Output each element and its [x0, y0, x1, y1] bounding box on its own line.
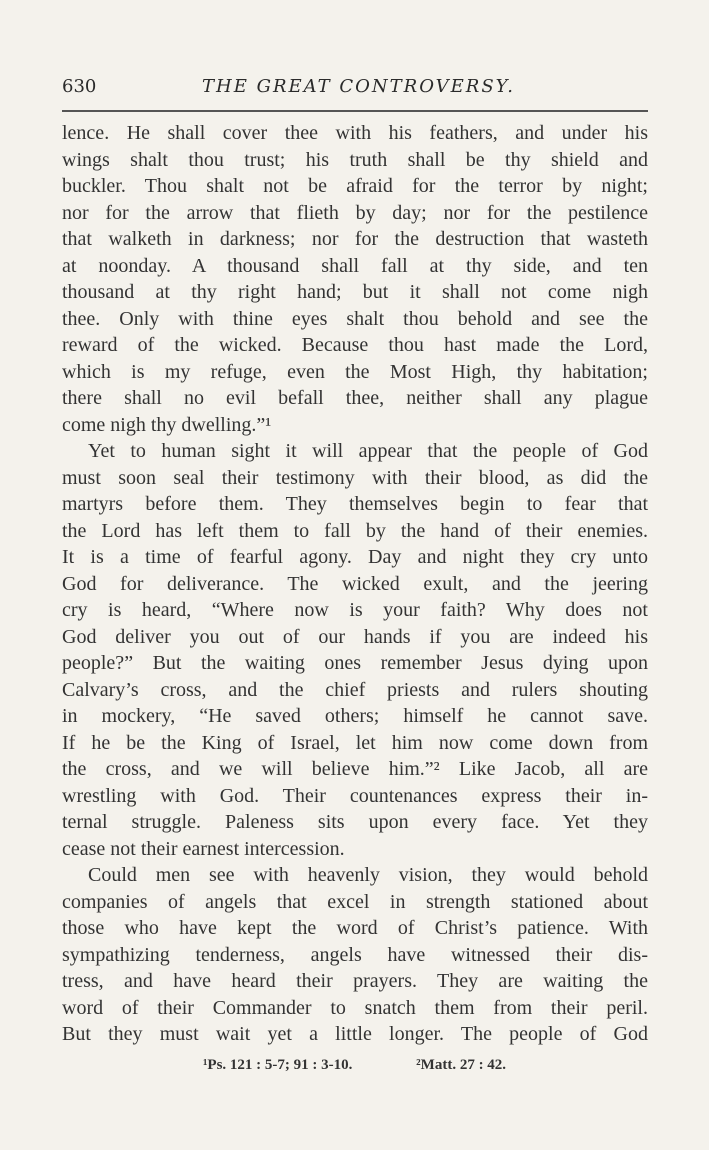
text-line: Calvary’s cross, and the chief priests and rulers shouting — [62, 678, 648, 701]
text-line: which is my refuge, even the Most High, thy habitation; — [62, 360, 648, 383]
running-title: THE GREAT CONTROVERSY. — [202, 76, 515, 97]
text-line: Yet to human sight it will appear that the people of God — [88, 440, 648, 462]
text-line: reward of the wicked. Because thou hast made the Lord, — [62, 334, 648, 356]
page-header — [62, 76, 648, 106]
text-line: must soon seal their testimony with their blood, as did the — [62, 466, 648, 489]
text-line: the cross, and we will believe him.”² Like Jacob, all are — [62, 758, 648, 780]
text-line: ternal struggle. Paleness sits upon every face. Yet they — [62, 811, 648, 833]
text-line: that walketh in darkness; nor for the destruction that wasteth — [62, 228, 648, 250]
text-line: thee. Only with thine eyes shalt thou behold and see the — [62, 307, 648, 330]
text-line: people?” But the waiting ones remember Jesus dying upon — [62, 652, 648, 674]
text-line: lence. He shall cover thee with his feathers, and under his — [62, 122, 648, 144]
text-line: nor for the arrow that flieth by day; nor for the pestilence — [62, 201, 648, 224]
text-line: companies of angels that excel in strength stationed about — [62, 890, 648, 913]
text-line: wings shalt thou trust; his truth shall be thy shield and — [62, 148, 648, 171]
text-line: cry is heard, “Where now is your faith? Why does not — [62, 599, 648, 621]
footnote-2: ²Matt. 27 : 42. — [416, 1057, 507, 1073]
text-line: there shall no evil befall thee, neither shall any plague — [62, 387, 648, 409]
text-line: If he be the King of Israel, let him now come down from — [62, 731, 648, 754]
text-line: come nigh thy dwelling.”¹ — [62, 413, 272, 436]
page-number: 630 — [62, 76, 97, 97]
text-line: martyrs before them. They themselves begin to fear that — [62, 493, 648, 515]
text-line: It is a time of fearful agony. Day and night they cry unto — [62, 546, 648, 568]
text-line: wrestling with God. Their countenances express their in- — [62, 784, 648, 807]
footnotes — [0, 1057, 709, 1074]
text-line: the Lord has left them to fall by the hand of their enemies. — [62, 519, 648, 542]
body-text — [62, 120, 648, 1048]
text-line: those who have kept the word of Christ’s patience. With — [62, 917, 648, 939]
text-line: Could men see with heavenly vision, they would behold — [88, 864, 648, 886]
text-line: But they must wait yet a little longer. The people of God — [62, 1023, 648, 1045]
text-line: in mockery, “He saved others; himself he cannot save. — [62, 705, 648, 727]
header-rule — [62, 110, 648, 112]
text-line: cease not their earnest intercession. — [62, 837, 345, 860]
text-line: word of their Commander to snatch them from their peril. — [62, 996, 648, 1019]
text-line: God deliver you out of our hands if you are indeed his — [62, 625, 648, 648]
text-line: sympathizing tenderness, angels have witnessed their dis- — [62, 943, 648, 966]
text-line: at noonday. A thousand shall fall at thy side, and ten — [62, 254, 648, 277]
text-line: tress, and have heard their prayers. They are waiting the — [62, 970, 648, 992]
text-line: buckler. Thou shalt not be afraid for the terror by night; — [62, 175, 648, 197]
text-line: thousand at thy right hand; but it shall not come nigh — [62, 281, 648, 303]
text-line: God for deliverance. The wicked exult, and the jeering — [62, 572, 648, 595]
footnote-1: ¹Ps. 121 : 5-7; 91 : 3-10. — [202, 1057, 353, 1073]
